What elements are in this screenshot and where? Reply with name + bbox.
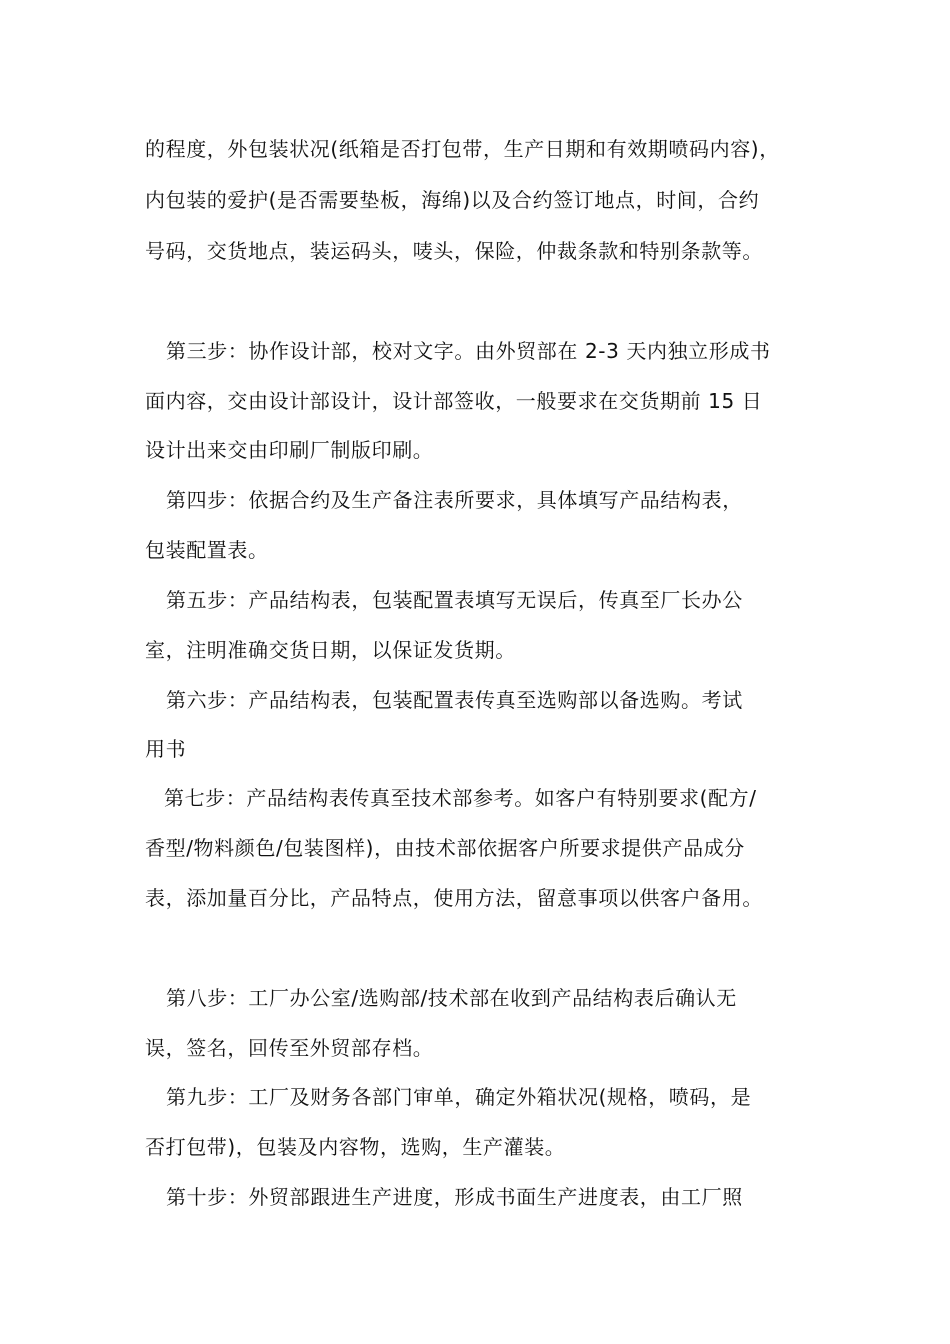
text-line: 包装配置表。 (145, 538, 269, 562)
step-6-line: 第六步：产品结构表，包装配置表传真至选购部以备选购。考试 (166, 688, 743, 712)
text-line: 面内容，交由设计部设计，设计部签收，一般要求在交货期前 15 日 (145, 389, 763, 413)
text-line: 号码，交货地点，装运码头，唛头，保险，仲裁条款和特别条款等。 (145, 239, 763, 263)
text-line: 误，签名，回传至外贸部存档。 (145, 1036, 434, 1060)
text-line: 否打包带)，包装及内容物，选购，生产灌装。 (145, 1135, 566, 1159)
step-3-line: 第三步：协作设计部，校对文字。由外贸部在 2-3 天内独立形成书 (166, 339, 771, 363)
text-line: 设计出来交由印刷厂制版印刷。 (145, 438, 434, 462)
step-10-line: 第十步：外贸部跟进生产进度，形成书面生产进度表，由工厂照 (166, 1185, 743, 1209)
text-line: 香型/物料颜色/包装图样)，由技术部依据客户所要求提供产品成分 (145, 836, 745, 860)
text-line: 内包装的爱护(是否需要垫板，海绵)以及合约签订地点，时间，合约 (145, 188, 760, 212)
step-5-line: 第五步：产品结构表，包装配置表填写无误后，传真至厂长办公 (166, 588, 743, 612)
text-line: 的程度，外包装状况(纸箱是否打包带，生产日期和有效期喷码内容)， (145, 137, 780, 161)
text-line: 用书 (145, 737, 187, 761)
step-9-line: 第九步：工厂及财务各部门审单，确定外箱状况(规格，喷码，是 (166, 1085, 752, 1109)
text-line: 室，注明准确交货日期，以保证发货期。 (145, 638, 516, 662)
step-8-line: 第八步：工厂办公室/选购部/技术部在收到产品结构表后确认无 (166, 986, 737, 1010)
step-7-line: 第七步：产品结构表传真至技术部参考。如客户有特别要求(配方/ (164, 786, 757, 810)
step-4-line: 第四步：依据合约及生产备注表所要求，具体填写产品结构表， (166, 488, 743, 512)
text-line: 表，添加量百分比，产品特点，使用方法，留意事项以供客户备用。 (145, 886, 763, 910)
